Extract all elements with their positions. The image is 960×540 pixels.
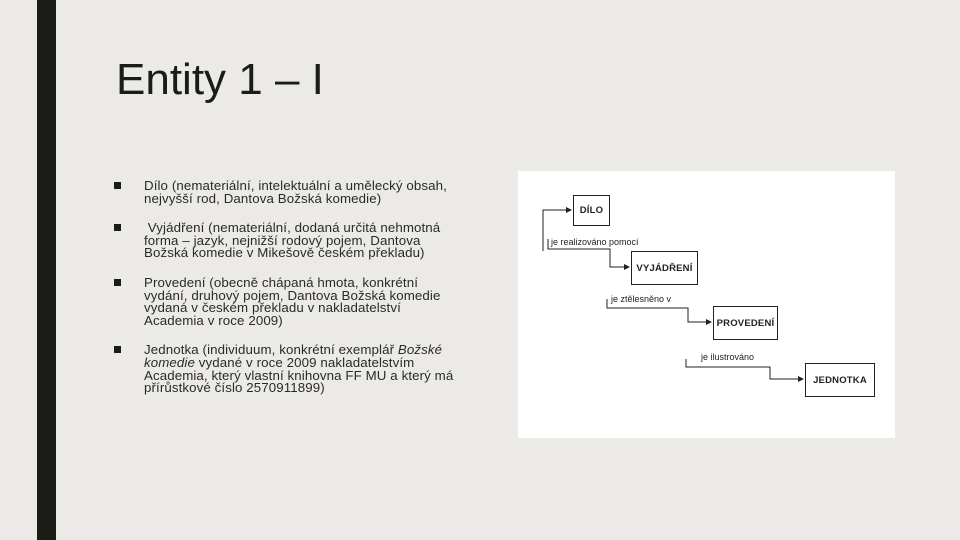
entity-expression-box: VYJÁDŘENÍ bbox=[631, 251, 698, 285]
relation-exemplified-label: je ilustrováno bbox=[701, 352, 755, 362]
entity-item-box: JEDNOTKA bbox=[805, 363, 875, 397]
bullet-text: Vyjádření (nemateriální, dodaná určitá nehmotná forma – jazyk, nejnižší rodový pojem, Dantova Božská komedie v Mikešově českém překladu) bbox=[144, 220, 445, 261]
relation-embodied-label: je ztělesněno v bbox=[611, 294, 672, 304]
relation-realized-label: je realizováno pomocí bbox=[551, 237, 639, 247]
slide-title: Entity 1 – I bbox=[116, 55, 324, 104]
bullet-text-italic: Božské komedie bbox=[144, 342, 443, 370]
bullet-item-manifestation bbox=[114, 274, 454, 328]
bullet-item-item bbox=[114, 344, 454, 394]
entity-manifestation-box: PROVEDENÍ bbox=[713, 306, 778, 340]
bullet-list bbox=[114, 180, 454, 412]
bullet-square-icon bbox=[114, 182, 121, 189]
bullet-item-expression bbox=[114, 222, 454, 260]
bullet-text-post: vydané v roce 2009 nakladatelstvím Academia, který vlastní knihovna FF MU a který má přírůstkové číslo 2570911899) bbox=[144, 354, 454, 396]
bullet-square-icon bbox=[114, 224, 121, 231]
entity-work-box: DÍLO bbox=[573, 195, 610, 226]
bullet-square-icon bbox=[114, 346, 121, 353]
frbr-diagram bbox=[518, 171, 895, 438]
bullet-text: Dílo (nemateriální, intelektuální a umělecký obsah, nejvyšší rod, Dantova Božská komedie) bbox=[144, 178, 447, 206]
bullet-text-pre: Jednotka (individuum, konkrétní exemplář bbox=[144, 342, 398, 358]
bullet-text: Provedení (obecně chápaná hmota, konkrétní vydání, druhový pojem, Dantova Božská komedie vydaná v českém překladu v nakladatelství Academia v roce 2009) bbox=[144, 274, 441, 328]
side-accent-bar bbox=[37, 0, 56, 540]
bullet-item-work bbox=[114, 180, 454, 205]
bullet-square-icon bbox=[114, 279, 121, 286]
connector-manifestation-item bbox=[686, 359, 803, 379]
